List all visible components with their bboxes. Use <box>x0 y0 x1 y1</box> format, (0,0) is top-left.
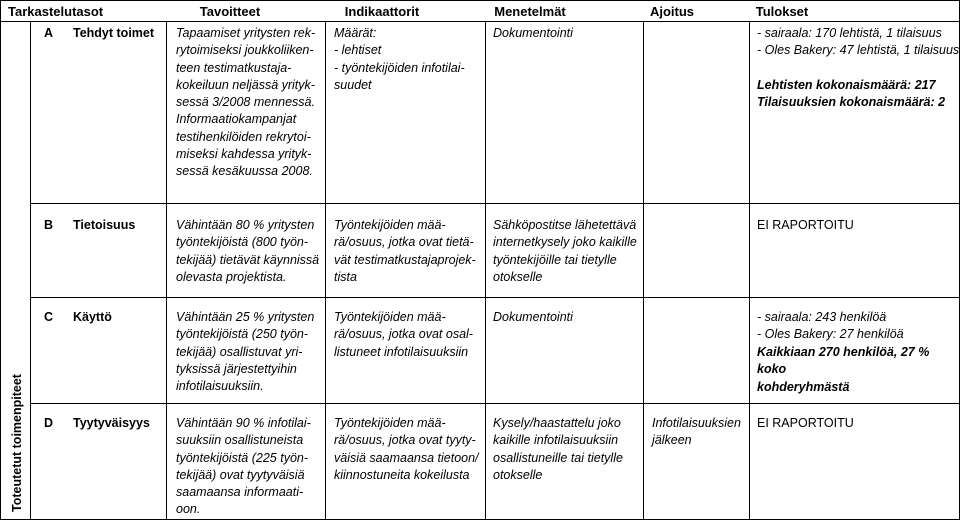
row-a-goal: Tapaamiset yritysten rek- rytoimiseksi joukkoliiken- teen testimatkustaja- kokeiluun neljässä yrityk- sessä 3/2008 mennessä. Informaatiokampanjat testihenkilöiden rekrytoi- miseksi kahdessa yrityk- sessä kesäkuussa 2008. <box>176 26 316 179</box>
timing-column-divider <box>643 21 644 520</box>
row-c-name: Käyttö <box>73 310 112 324</box>
side-column-divider <box>30 21 31 520</box>
row-b-results: EI RAPORTOITU <box>757 218 854 232</box>
indicator-column-divider <box>325 21 326 520</box>
header-ajoitus: Ajoitus <box>649 4 695 19</box>
header-tulokset: Tulokset <box>755 4 809 19</box>
row-b-indicator: Työntekijöiden mää- rä/osuus, jotka ovat tietä- vät testimatkustajaprojek- tista <box>334 218 476 284</box>
row-b-method: Sähköpostitse lähetettävä internetkysely joko kaikille työntekijöille tai tietylle otokselle <box>493 218 637 284</box>
row-a-results-summary: Lehtisten kokonaismäärä: 217 Tilaisuuksien kokonaismäärä: 2 <box>757 78 946 110</box>
header-tarkastelutasot: Tarkastelutasot <box>8 4 104 19</box>
row-a-indicator: Määrät: - lehtiset - työntekijöiden infotilai- suudet <box>334 26 465 92</box>
row-d-name: Tyytyväisyys <box>73 416 150 430</box>
row-d-goal: Vähintään 90 % infotilai- suuksiin osallistuneista työntekijöistä (225 työn- tekijää) ovat tyytyväisiä saamaansa informaati- oon. <box>176 416 311 517</box>
row-c-method: Dokumentointi <box>493 310 573 324</box>
row-d-timing: Infotilaisuuksien jälkeen <box>652 416 741 448</box>
table-top-border <box>0 0 960 1</box>
row-b-code: B <box>44 218 54 232</box>
row-c-results: - sairaala: 243 henkilöä - Oles Bakery: 27 henkilöä <box>757 310 904 342</box>
row-a-results: - sairaala: 170 lehtistä, 1 tilaisuus - Oles Bakery: 47 lehtistä, 1 tilaisuus <box>757 26 960 58</box>
row-a-method: Dokumentointi <box>493 26 573 40</box>
side-label: Toteutetut toimenpiteet <box>10 374 24 512</box>
header-indikaattorit: Indikaattorit <box>344 4 420 19</box>
row-c-goal: Vähintään 25 % yritysten työntekijöistä (250 työn- tekijää) osallistuvat yri- tyksissä järjestettyihin infotilaisuuksiin. <box>176 310 315 394</box>
row-a-name: Tehdyt toimet <box>73 26 155 40</box>
row-d-code: D <box>44 416 54 430</box>
row-divider-bc <box>30 297 960 298</box>
row-c-results-summary: Kaikkiaan 270 henkilöä, 27 % koko kohderyhmästä <box>757 345 930 394</box>
row-c-code: C <box>44 310 54 324</box>
result-column-divider <box>749 21 750 520</box>
goal-column-divider <box>166 21 167 520</box>
row-c-indicator: Työntekijöiden mää- rä/osuus, jotka ovat osal- listuneet infotilaisuuksiin <box>334 310 473 359</box>
left-border <box>0 0 1 520</box>
header-tavoitteet: Tavoitteet <box>199 4 261 19</box>
header-divider <box>0 21 960 22</box>
row-d-method: Kysely/haastattelu joko kaikille infotilaisuuksiin osallistuneille tai tietylle otokselle <box>493 416 623 482</box>
header-menetelmat: Menetelmät <box>494 4 566 19</box>
row-divider-ab <box>30 203 960 204</box>
method-column-divider <box>485 21 486 520</box>
row-d-results: EI RAPORTOITU <box>757 416 854 430</box>
row-d-indicator: Työntekijöiden mää- rä/osuus, jotka ovat tyyty- väisiä saamaansa tietoon/ kiinnostuneita kokeilusta <box>334 416 479 482</box>
row-a-code: A <box>44 26 54 40</box>
row-b-name: Tietoisuus <box>73 218 136 232</box>
row-divider-cd <box>30 403 960 404</box>
row-b-goal: Vähintään 80 % yritysten työntekijöistä (800 työn- tekijää) tietävät käynnissä olevasta projektista. <box>176 218 320 284</box>
